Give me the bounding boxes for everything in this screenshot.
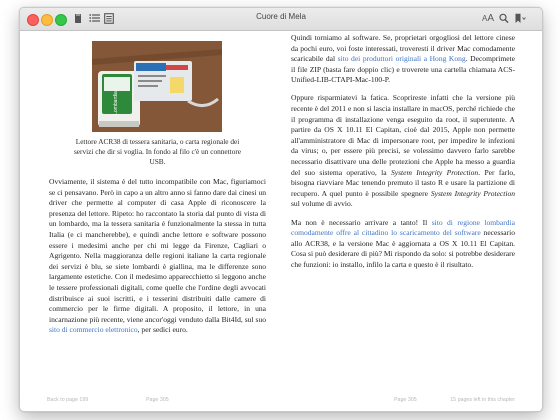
page-footer [20,389,542,411]
card-reader-photo [92,41,222,132]
right-p3-text-a: Ma non è necessario arrivare a tanto! Il [291,217,432,227]
left-p1-text-a: Ovviamente, il sistema è del tutto incompatibile con Mac, figuriamoci se ci pensavano. Però in capo a un altro anno si fanno dare dai cinesi un driver che permette al computer di casa Apple di riconoscere la presenza del lettore. Ripeto: ho raccontato la storia dal punto di vista di un lombardo, ma la tessera sanitaria è funzionalmente la stessa in tutta Italia (e ci mancherebbe), e quindi anche lettore e software possono essere i medesimi anche per chi mi legge da Firenze, Cagliari o Agrigento. Nella maggioranza delle regioni italiane la carta regionale dei servizi è blu, se siete lombardi è giallina, ma le differenze sono largamente estetiche. Con il medesimo apparecchietto si leggono anche le tessere professionali digitali, come quelle che l'ordine degli avvocati distribuisce ai suoi iscritti, e i tesserini distribuiti dalle camere di commercio per le firme digitali. A proposito, il lettore, in una incarnazione più recente, viene ancor'oggi venduto dalla Bit4Id, sul suo [49,177,266,324]
left-page [49,31,266,336]
right-p2-text-c: sul volume di avvio. [291,199,353,209]
pages-left-in-chapter: 15 pages left in this chapter [450,397,515,403]
regione-lombardia-download-link[interactable]: sito di regione lombardia comodamente offre al cittadino lo scaricamento del software [291,217,515,238]
left-page-number: Page 305 [146,397,169,403]
right-p2-em-2: System Integrity Protection [430,188,516,198]
search-icon[interactable] [499,13,509,25]
left-paragraph-1 [49,177,266,336]
bookmark-icon[interactable] [514,13,526,25]
right-page [291,33,515,270]
hong-kong-producer-link[interactable]: sito dei produttori originali a Hong Kong [337,54,466,64]
book-page-spread [20,31,542,411]
font-size-big-glyph: A [487,13,494,24]
ibooks-window [19,7,543,412]
font-size-button[interactable] [481,13,495,25]
right-p2-text-b: . Per farlo, bisogna riavviare Mac tenendo premuto il tasto R e usare la partizione di recupero. A quel punto è possibile spegnere [291,167,515,198]
title-bar [20,8,542,31]
ecommerce-site-link[interactable]: sito di commercio elettronico [49,325,138,335]
font-size-small-glyph: A [481,14,488,23]
back-to-page-link[interactable]: Back to page 199 [47,397,89,403]
right-p2-em-1: System Integrity Protection [390,167,479,177]
right-p1-text-b: . Decomprimete il file ZIP (basta fare doppio clic) e troverete una cartella chiamata ACS-Unified-LIB-CTAPI-Mac-100-P. [291,54,515,85]
right-p2-text-a: Oppure risparmiatevi la fatica. Scoprireste infatti che la versione più recente è del 2011 e non si lascia installare in macOS, perché richiede che il programma di installazione venga eseguito da root, il superutente. A partire da OS X 10.11 El Capitan, cioè dal 2015, Apple non permette all'amministratore di Mac di impersonare root, per impedire le infezioni da virus; o, per essere più precisi, se volessimo davvero farlo sarebbe necessario disattivare una delle protezioni che Apple ha messo a guardia del suo sistema operativo, la [291,93,515,177]
right-paragraph-3 [291,218,515,271]
right-p1-text-a: Quindi torniamo al software. Se, proprietari orgogliosi del lettore cinese da pochi euro, voi foste interessati, troveresti il driver Mac comodamente scaricabile dal [291,33,515,64]
svg-text:Lombardia: Lombardia [112,91,119,115]
right-p3-text-b: necessario allo ACR38, e la versione Mac è aggiornata a OS X 10.11 El Capitan. Cosa si può desiderare di più? Mi rispondo da solo: si potrebbe desiderare che funzioni: io installo, infilo la carta e questo è il risultato. [291,228,515,269]
left-p1-text-b: , per sedici euro. [137,325,188,335]
window-title: Cuore di Mela [256,12,306,21]
right-paragraph-2 [291,93,515,210]
figure-caption: Lettore ACR38 di tessera sanitaria, o carta regionale dei servizi che dir si voglia. In fondo al filo c'è un connettore USB. [73,137,242,166]
right-page-number: Page 305 [394,397,417,403]
right-paragraph-1 [291,33,515,86]
